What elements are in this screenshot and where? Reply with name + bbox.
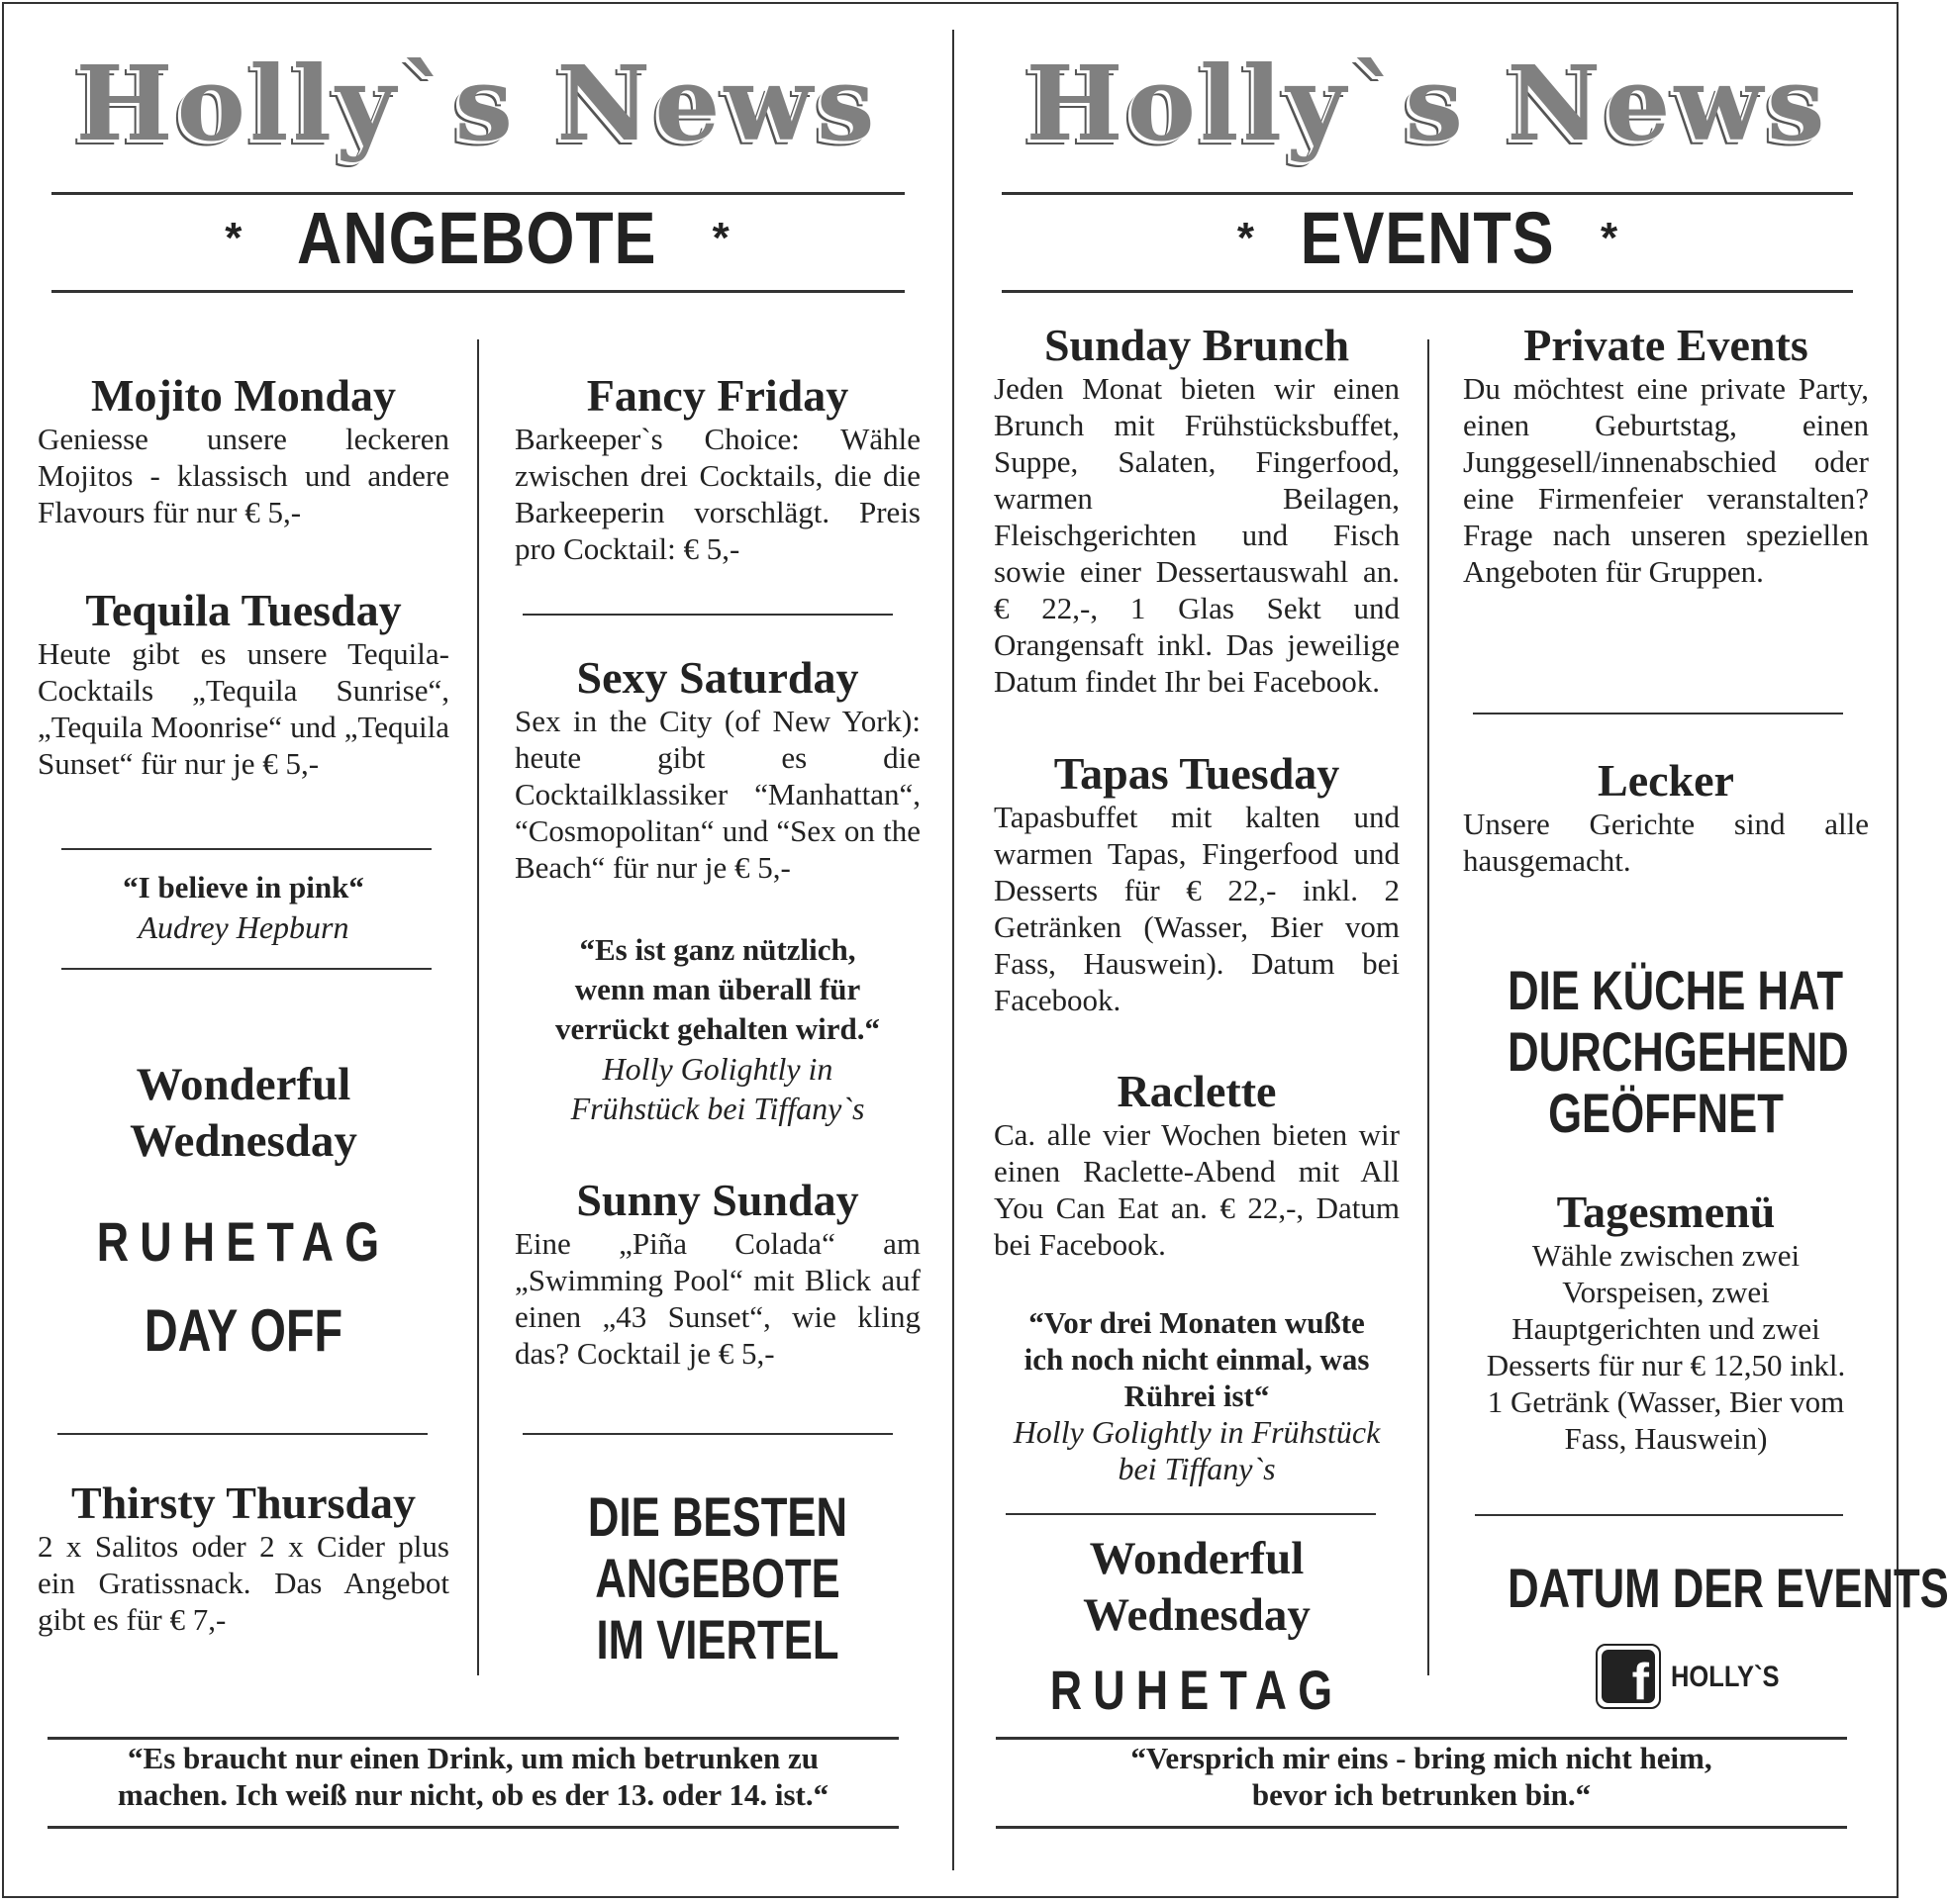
mojito-monday xyxy=(38,371,449,530)
rule xyxy=(523,614,893,616)
section-title: EVENTS xyxy=(1300,197,1555,280)
offer-title: Wonderful xyxy=(136,1059,351,1110)
event-title: Lecker xyxy=(1598,755,1734,806)
offer-title: Sexy Saturday xyxy=(576,652,859,703)
thirsty-thursday xyxy=(38,1478,449,1638)
ruhetag-label: RUHETAG xyxy=(1049,1659,1344,1721)
section-header-angebote xyxy=(51,194,903,283)
offer-title: Tequila Tuesday xyxy=(85,585,402,635)
quote-text: “Es ist ganz nützlich, xyxy=(579,932,856,967)
poster-line: IM VIERTEL xyxy=(596,1608,839,1670)
poster-line: ANGEBOTE xyxy=(595,1547,840,1609)
offer-title: Sunny Sunday xyxy=(576,1175,859,1225)
offer-title: Wednesday xyxy=(130,1115,357,1167)
star-icon: * xyxy=(712,214,730,263)
masthead-right: Holly`s News xyxy=(1025,43,1829,164)
footer-line: “Versprich mir eins - bring mich nicht heim, xyxy=(1130,1741,1712,1775)
footer-quote-right xyxy=(996,1740,1847,1829)
rule xyxy=(996,1826,1847,1829)
masthead-left: Holly`s News xyxy=(75,43,879,164)
tagesmenue xyxy=(1463,1188,1869,1457)
quote-ruehrei xyxy=(994,1304,1400,1487)
facebook-label: HOLLY`S xyxy=(1671,1661,1780,1693)
offer-title: Mojito Monday xyxy=(91,370,396,421)
rule xyxy=(48,1826,899,1829)
event-text: Unsere Gerichte sind alle hausgemacht. xyxy=(1463,807,1869,878)
quote-text: wenn man überall für xyxy=(574,972,861,1006)
event-text: Wähle zwischen zwei Vorspeisen, zwei Hauptgerichten und zwei Desserts für nur € 12,50 inkl. 1 Getränk (Wasser, Bier vom Fass, Hauswein) xyxy=(1486,1238,1846,1456)
private-events xyxy=(1463,321,1869,590)
section-title: ANGEBOTE xyxy=(297,197,657,280)
poster-line: DURCHGEHEND xyxy=(1508,1020,1849,1083)
quote-text: “Vor drei Monaten wußte xyxy=(1028,1305,1365,1340)
star-icon: * xyxy=(1601,214,1618,263)
event-text: Tapasbuffet mit kalten und warmen Tapas, Fingerfood und Desserts für € 22,- inkl. 2 Getränken (Wasser, Bier vom Fass, Hauswein). Datum bei Facebook. xyxy=(994,800,1400,1017)
rule xyxy=(1006,1513,1376,1515)
wonderful-wednesday-left xyxy=(38,1057,449,1366)
quote-text: verrückt gehalten wird.“ xyxy=(554,1011,881,1046)
event-title: Sunday Brunch xyxy=(1043,320,1350,370)
event-title: Tagesmenü xyxy=(1556,1187,1776,1237)
event-text: Ca. alle vier Wochen bieten wir einen Raclette-Abend mit All You Can Eat an. € 22,-, Datum bei Facebook. xyxy=(994,1117,1400,1262)
rule xyxy=(61,968,432,970)
tequila-tuesday xyxy=(38,586,449,782)
quote-author: Frühstück bei Tiffany`s xyxy=(570,1091,865,1126)
offer-text: Eine „Piña Colada“ am „Swimming Pool“ mit Blick auf einen „43 Sunset“, wie kling das? Cocktail je € 5,- xyxy=(515,1226,921,1371)
offer-title: Fancy Friday xyxy=(586,370,849,421)
event-text: Du möchtest eine private Party, einen Geburtstag, einen Junggesell/innenabschied oder eine Firmenfeier veranstalten? Frage nach unseren speziellen Angeboten für Gruppen. xyxy=(1463,371,1869,589)
quote-text: “I believe in pink“ xyxy=(123,870,364,904)
kitchen-open-poster xyxy=(1463,960,1869,1144)
panel-divider xyxy=(952,30,954,1870)
rule xyxy=(61,848,432,850)
offer-title: Thirsty Thursday xyxy=(70,1477,417,1528)
offer-text: Barkeeper`s Choice: Wähle zwischen drei Cocktails, die die Barkeeperin vorschlägt. Preis pro Cocktail: € 5,- xyxy=(515,422,921,566)
rule xyxy=(523,1433,893,1435)
sexy-saturday xyxy=(515,653,921,886)
footer-quote-left xyxy=(48,1740,899,1829)
poster-line: GEÖFFNET xyxy=(1548,1082,1784,1144)
lecker xyxy=(1463,756,1869,879)
wonderful-wednesday-right xyxy=(994,1531,1400,1725)
column-divider xyxy=(477,339,479,1675)
quote-author: Holly Golightly in xyxy=(602,1051,833,1087)
events-date-poster xyxy=(1463,1557,1949,1619)
rule xyxy=(1473,713,1843,714)
event-title: Private Events xyxy=(1523,320,1808,370)
event-text: Jeden Monat bieten wir einen Brunch mit Frühstücksbuffet, Suppe, Salaten, Fingerfood, warmen Beilagen, Fleischgerichten und Fisch sowie einer Dessertauswahl an. € 22,-, 1 Glas Sekt und Orangensaft inkl. Das jeweilige Datum findet Ihr bei Facebook. xyxy=(994,371,1400,699)
quote-author: Audrey Hepburn xyxy=(138,909,349,945)
column-divider xyxy=(1427,339,1429,1675)
footer-line: machen. Ich weiß nur nicht, ob es der 13. oder 14. ist.“ xyxy=(117,1777,829,1812)
poster-line: DIE KÜCHE HAT xyxy=(1508,959,1844,1021)
quote-author: bei Tiffany`s xyxy=(1118,1451,1276,1486)
event-title: Tapas Tuesday xyxy=(1053,748,1340,799)
event-title: Wednesday xyxy=(1083,1589,1311,1641)
quote-text: Rührei ist“ xyxy=(1123,1379,1270,1413)
event-title: Wonderful xyxy=(1089,1533,1305,1584)
raclette xyxy=(994,1067,1400,1263)
quote-text: ich noch nicht einmal, was xyxy=(1023,1342,1370,1377)
star-icon: * xyxy=(225,214,243,263)
facebook-icon[interactable] xyxy=(1596,1644,1661,1709)
offer-text: 2 x Salitos oder 2 x Cider plus ein Gratissnack. Das Angebot gibt es für € 7,- xyxy=(38,1529,449,1637)
best-offers-poster xyxy=(515,1486,921,1670)
rule xyxy=(57,1433,428,1435)
day-off-label: DAY OFF xyxy=(144,1297,343,1364)
offer-text: Heute gibt es unsere Tequila-Cocktails „Tequila Sunrise“, „Tequila Moonrise“ und „Tequila Sunset“ für nur je € 5,- xyxy=(38,636,449,781)
tapas-tuesday xyxy=(994,749,1400,1018)
rule xyxy=(1002,290,1853,293)
poster-line: DIE BESTEN xyxy=(587,1485,848,1548)
star-icon: * xyxy=(1236,214,1254,263)
offer-text: Sex in the City (of New York): heute gibt es die Cocktailklassiker “Manhattan“, “Cosmopolitan“ und “Sex on the Beach“ für nur je € 5,- xyxy=(515,704,921,885)
footer-line: bevor ich betrunken bin.“ xyxy=(1251,1777,1592,1812)
offer-text: Geniesse unsere leckeren Mojitos - klassisch und andere Flavours für nur € 5,- xyxy=(38,422,449,529)
sunday-brunch xyxy=(994,321,1400,700)
facebook-glyph: f xyxy=(1602,1650,1655,1703)
section-header-events xyxy=(1002,194,1853,283)
ruhetag-label: RUHETAG xyxy=(96,1210,391,1273)
quote-nuetzlich xyxy=(515,930,921,1128)
quote-author: Holly Golightly in Frühstück xyxy=(1013,1414,1381,1450)
fancy-friday xyxy=(515,371,921,567)
event-title: Raclette xyxy=(1117,1066,1277,1116)
quote-pink xyxy=(38,868,449,947)
sunny-sunday xyxy=(515,1176,921,1372)
poster-line: DATUM DER EVENTS xyxy=(1508,1557,1949,1619)
footer-line: “Es braucht nur einen Drink, um mich betrunken zu xyxy=(128,1741,819,1775)
rule xyxy=(1475,1514,1843,1516)
rule xyxy=(51,290,905,293)
